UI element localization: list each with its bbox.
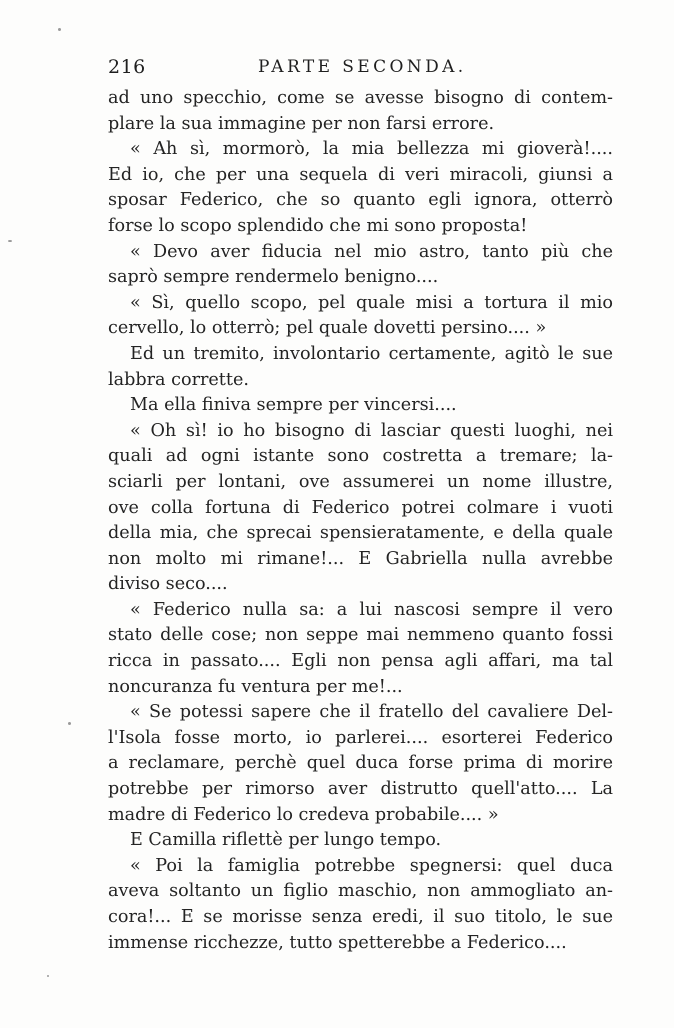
text-line: « Ah sì, mormorò, la mia bellezza mi gioverà!....: [130, 139, 613, 160]
page-number: 216: [108, 56, 146, 78]
scan-speck: [8, 240, 12, 242]
text-line: « Sì, quello scopo, pel quale misi a tortura il mio: [130, 292, 613, 313]
text-line: « Oh sì! io ho bisogno di lasciar questi luoghi, nei: [130, 420, 613, 441]
text-line: noncuranza fu ventura per me!...: [108, 676, 403, 697]
text-line: quali ad ogni istante sono costretta a tremare; la-: [108, 446, 613, 467]
text-line: non molto mi rimane!... E Gabriella nulla avrebbe: [108, 548, 613, 569]
text-line: « Federico nulla sa: a lui nascosi sempre il vero: [130, 599, 613, 620]
text-line: « Se potessi sapere che il fratello del cavaliere Del-: [130, 702, 613, 723]
scan-speck: [68, 722, 71, 725]
text-line: potrebbe per rimorso aver distrutto quell'atto.... La: [108, 779, 613, 800]
text-line: ad uno specchio, come se avesse bisogno di contem-: [108, 88, 613, 108]
text-line: plare la sua immagine per non farsi errore.: [108, 113, 495, 134]
text-line: aveva soltanto un figlio maschio, non ammogliato an-: [108, 881, 613, 902]
text-line: ricca in passato.... Egli non pensa agli affari, ma tal: [108, 651, 613, 672]
running-head: PARTE SECONDA.: [258, 57, 467, 77]
text-line: a reclamare, perchè quel duca forse prima di morire: [108, 753, 613, 774]
text-line: sciarli per lontani, ove assumerei un nome illustre,: [108, 471, 613, 492]
text-line: Ed io, che per una sequela di veri miracoli, giunsi a: [108, 164, 613, 185]
text-line: stato delle cose; non seppe mai nemmeno quanto fossi: [108, 625, 613, 646]
text-line: Ed un tremito, involontario certamente, agitò le sue: [130, 343, 613, 364]
text-line: « Poi la famiglia potrebbe spegnersi: quel duca: [130, 855, 613, 876]
scan-speck: [58, 28, 61, 31]
text-line: Ma ella finiva sempre per vincersi....: [130, 395, 457, 416]
text-line: « Devo aver fiducia nel mio astro, tanto più che: [130, 241, 613, 262]
body-text: [108, 86, 613, 956]
text-line: madre di Federico lo credeva probabile.... »: [108, 804, 499, 825]
text-line: cora!... E se morisse senza eredi, il suo titolo, le sue: [108, 907, 613, 927]
text-line: saprò sempre rendermelo benigno....: [108, 267, 439, 288]
text-line: E Camilla riflettè per lungo tempo.: [130, 830, 442, 851]
text-line: sposar Federico, che so quanto egli ignora, otterrò: [108, 190, 613, 211]
text-line: forse lo scopo splendido che mi sono proposta!: [108, 215, 528, 236]
text-line: cervello, lo otterrò; pel quale dovetti persino.... »: [108, 318, 547, 339]
text-line: della mia, che sprecai spensieratamente, e della quale: [108, 523, 613, 544]
text-line: l'Isola fosse morto, io parlerei.... esorterei Federico: [108, 727, 613, 748]
text-line: ove colla fortuna di Federico potrei colmare i vuoti: [108, 497, 613, 518]
page-header: [108, 56, 613, 82]
text-line: labbra corrette.: [108, 369, 249, 390]
scan-speck: [47, 975, 49, 977]
text-line: diviso seco....: [108, 574, 228, 595]
text-line: immense ricchezze, tutto spetterebbe a Federico....: [108, 932, 567, 953]
